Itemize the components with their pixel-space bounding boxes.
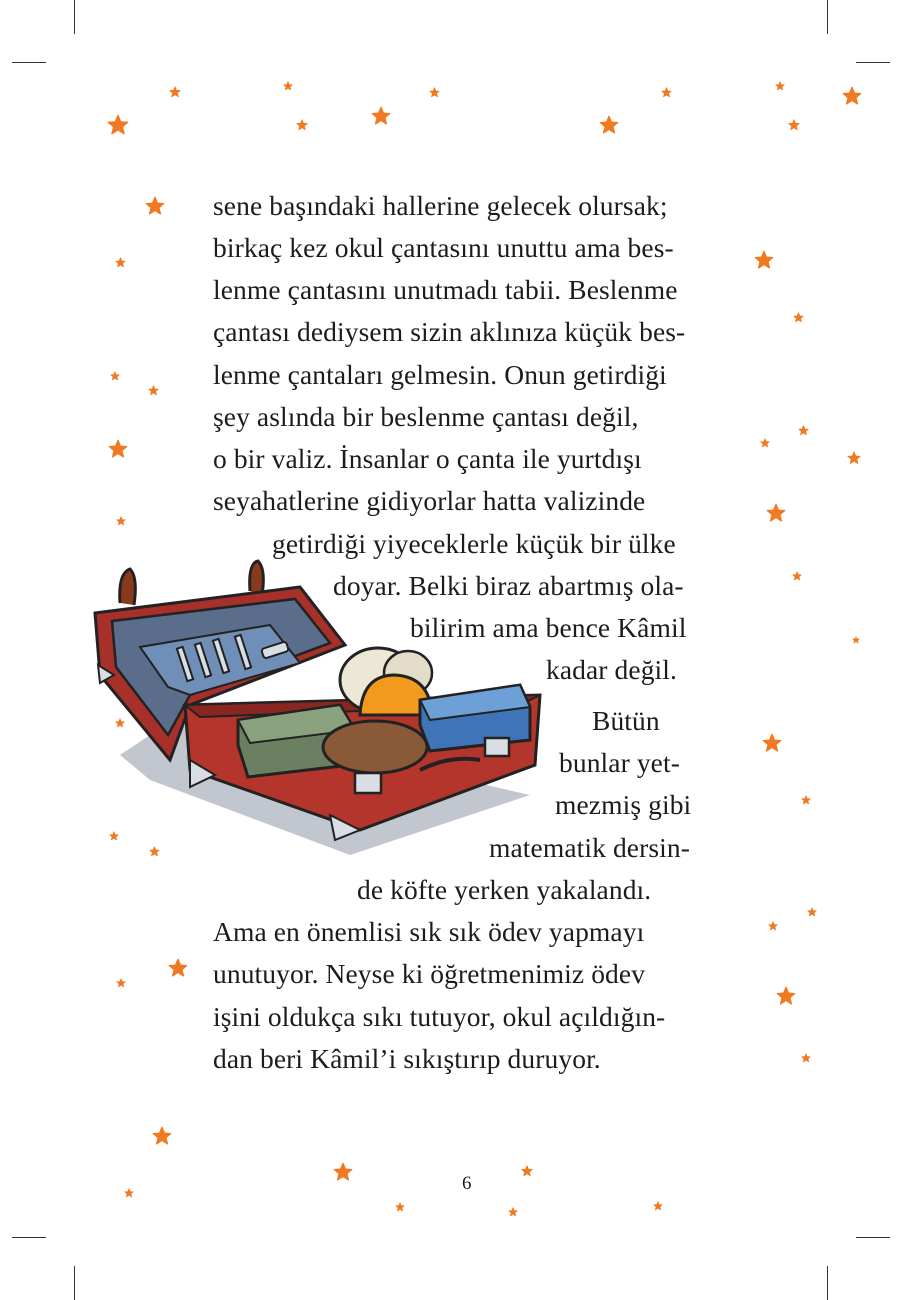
star-icon (283, 81, 293, 91)
star-icon (801, 1053, 811, 1063)
body-text-line: mezmiş gibi (555, 789, 692, 820)
star-icon (107, 114, 129, 136)
star-icon (793, 312, 804, 323)
body-text-line: lenme çantasını unutmadı tabii. Beslenme (213, 274, 678, 305)
star-icon (296, 119, 308, 131)
body-text-line: getirdiği yiyeceklerle küçük bir ülke (272, 528, 676, 559)
star-icon (168, 958, 188, 978)
star-icon (788, 119, 800, 131)
star-icon (110, 371, 120, 381)
star-icon (145, 196, 165, 216)
body-text-line: de köfte yerken yakalandı. (357, 874, 652, 905)
star-icon (333, 1162, 353, 1182)
star-icon (108, 439, 128, 459)
star-icon (760, 438, 770, 448)
crop-mark (856, 62, 890, 63)
star-icon (124, 1188, 134, 1198)
body-text-line: sene başındaki hallerine gelecek olursak; (213, 190, 668, 221)
crop-mark (827, 1266, 828, 1300)
crop-mark (856, 1237, 890, 1238)
star-icon (508, 1207, 518, 1217)
body-text-line: doyar. Belki biraz abartmış ola- (333, 570, 684, 601)
page-number: 6 (462, 1173, 472, 1194)
body-text-line: o bir valiz. İnsanlar o çanta ile yurtdışı (213, 443, 642, 474)
body-text-line: çantası dediysem sizin aklınıza küçük bes- (213, 316, 686, 347)
star-icon (395, 1202, 405, 1212)
star-icon (116, 978, 126, 988)
crop-mark (74, 1266, 75, 1300)
star-icon (807, 907, 817, 917)
star-icon (798, 425, 809, 436)
body-text-line: işini oldukça sıkı tutuyor, okul açıldığın- (213, 1001, 666, 1032)
star-icon (653, 1201, 663, 1211)
body-text-line: matematik dersin- (489, 832, 691, 863)
body-text-line: unutuyor. Neyse ki öğretmenimiz ödev (213, 958, 646, 989)
star-icon (842, 86, 862, 106)
body-text-line: lenme çantaları gelmesin. Onun getirdiği (213, 359, 667, 390)
crop-mark (12, 1237, 46, 1238)
star-icon (148, 385, 159, 396)
star-icon (429, 87, 440, 98)
open-suitcase-illustration (90, 555, 550, 865)
body-text-line: şey aslında bir beslenme çantası değil, (213, 401, 639, 432)
star-icon (766, 503, 786, 523)
star-icon (754, 250, 774, 270)
star-icon (775, 81, 785, 91)
body-text-line: kadar değil. (546, 654, 678, 685)
star-icon (847, 451, 861, 465)
star-icon (152, 1126, 172, 1146)
body-text-line: birkaç kez okul çantasını unuttu ama bes- (213, 232, 674, 263)
star-icon (371, 106, 391, 126)
body-text-line: bunlar yet- (559, 747, 680, 778)
star-icon (792, 571, 802, 581)
crop-mark (74, 0, 75, 34)
body-text-line: seyahatlerine gidiyorlar hatta valizinde (213, 485, 646, 516)
body-text-line: bilirim ama bence Kâmil (410, 612, 687, 643)
star-icon (768, 921, 778, 931)
star-icon (776, 986, 796, 1006)
body-text-line: dan beri Kâmil’i sıkıştırıp duruyor. (213, 1043, 601, 1074)
star-icon (521, 1165, 533, 1177)
star-icon (115, 257, 126, 268)
star-icon (762, 733, 782, 753)
crop-mark (12, 62, 46, 63)
crop-mark (827, 0, 828, 34)
star-icon (661, 87, 672, 98)
star-icon (599, 115, 619, 135)
body-text-line: Bütün (592, 705, 660, 736)
star-icon (116, 516, 126, 526)
star-icon (169, 86, 181, 98)
star-icon (852, 636, 860, 644)
body-text-line: Ama en önemlisi sık sık ödev yapmayı (213, 916, 645, 947)
star-icon (801, 795, 811, 805)
